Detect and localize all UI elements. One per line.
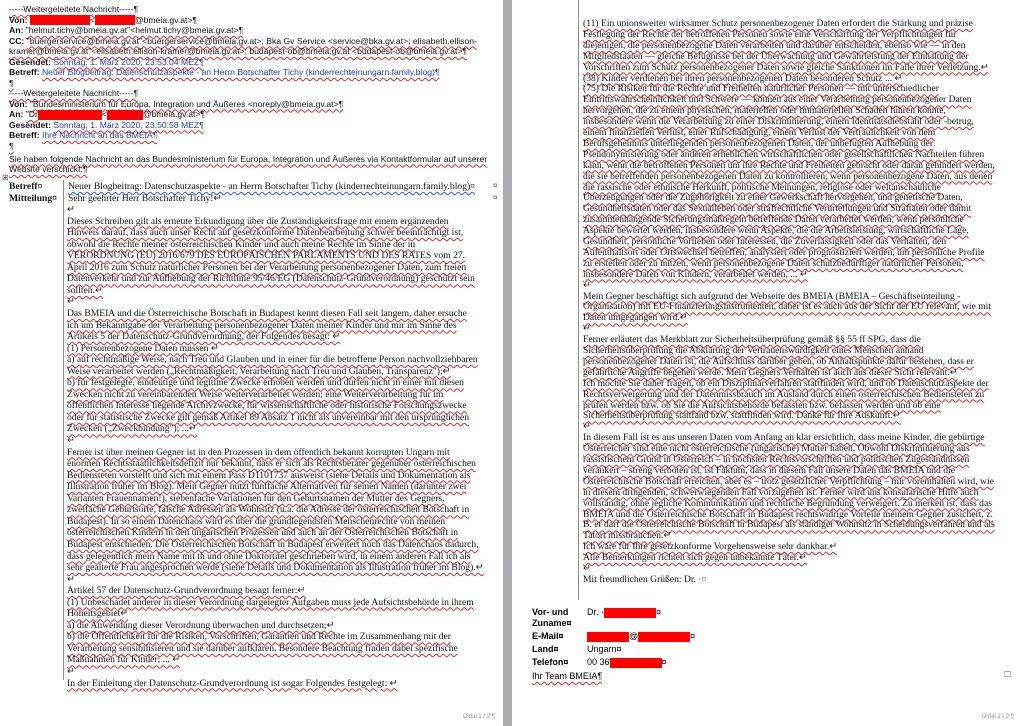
table-move-handle-icon[interactable]: ⊞ [2,173,9,182]
body-line: Festlegung der Rechte der betroffenen Personen sowie eine Verschärfung der Verpflichtungen für [583,28,957,40]
body-line: Artikels 5 der Datenschutz-Grundverordnung, der Folgendes besagt: ↵ [67,331,341,343]
body-line: verankert – streng verboten ist, ist Faktum, dass in diesem Fall unsere Daten das BMEIA und die [583,464,955,476]
document-page-2 [512,0,1024,726]
email-header-line [9,57,204,68]
cell-end-marker: ¤ [701,573,707,585]
body-line: Vorschriften zum Schutz personenbezogener Daten sowie gleiche Sanktionen im Falle ihrer Verletzung.↵ [583,61,989,73]
team-text: Ihr Team BMEIA¶ [532,671,603,681]
body-line: b) für festgelegte, eindeutige und legitime Zwecke erhoben werden und dürfen nicht in einer mit diesen [67,377,464,389]
body-line: Ferner ist über meinen Gegner ist in den Prozessen in dem öffentlich bekannt korrupten Ungarn mit [67,446,450,458]
body-line: ↵ [583,279,592,291]
field-label: Vor- und Zuname¤ [532,607,572,628]
body-line: (38) Kinder verdienen bei ihren personenbezogenen Daten besonderen Schutz ... ↵ [583,72,903,84]
header-value: kramer@bmeia.gv.at"<elisabeth.ellison-kramer@bmeia.gv.at>; budapest-ob@bmeia.gv.at <budapest-ob@bmeia.gv.at>¶ [9,46,467,56]
betreff-value: Neuer Blogbeitrag: Datenschutzaspekte - an Herrn Botschafter Tichy (kinderrechteinungarn.family.blog)¤ [68,181,475,192]
redaction-box [95,15,135,25]
field-value [587,607,661,618]
header-label: Von: [9,14,30,25]
email-header-line [9,46,467,57]
body-line: Tatort missbrauchen.↵ [583,530,672,542]
header-value: ¶ [9,140,14,151]
body-line: (1) Personenbezogene Daten müssen ↵ [67,342,219,354]
field-value-text: @ [629,631,639,641]
field-value-text: ¤ [656,607,662,617]
email-header-line [9,120,204,131]
body-line: Maßnahmen für Kinder; ... ↵ [67,654,181,666]
betreff-label: Betreff¤ [9,181,43,192]
email-header-line [9,164,87,175]
body-line: zweifache Geburtsorte, falsche Adressen als Wohnsitz (u.a. die Adresse der österreichischen Botschaft in [67,504,470,516]
header-value: ¶ [9,77,14,88]
body-line: prüfen werden bzw. ob Sie die Aufsichtsbehörde befassten bzw. befassen werden und ob eine [583,399,941,411]
email-header-line [9,130,157,141]
body-line: insbesondere Daten von Kindern, verarbeitet werden, ... ↵ [583,268,808,280]
team-signature [532,671,602,682]
body-line: b) die Öffentlichkeit für die Risiken, Vorschriften, Garantien und Rechte im Zusammenhang mit der [67,631,451,643]
page-number: Oldal 1 / 2 ¶ [462,714,495,720]
header-value: Sie haben folgende Nachricht an das Bundesministerium für Europa, Integration und Äußeres via Kontaktformular auf unserer [9,153,488,164]
field-value [587,657,667,668]
body-line: Überzeugungen oder die Zugehörigkeit zu einer Gewerkschaft hervorgehen, und genetische Daten, [583,192,963,204]
field-label: E-Mail¤ [532,631,564,641]
mitteilung-value: Sehr geehrter Herr Botschafter Tichy!↵ [68,193,222,204]
body-line: gefährliche Angriffe begehen werde. Mein Gegners Verhalten ist auch aus dieser Sicht relevant.↵ [583,366,958,378]
email-header-line [9,67,440,78]
body-line: ↵ [583,421,592,433]
body-line: Ich möchte Sie daher fragen, ob ein Disziplinarverfahren stattfinden wird, und ob Datenschutzaspekte der [583,377,989,389]
header-value: Sonntag, 1. März 2020, 23:50:58 MEZ¶ [53,119,204,130]
body-line: Bediensteten vorstellt und sich mit einem Pass D1101737 ausweist (siehe Details und Dokumentation als [67,469,471,481]
header-label: An: [9,25,26,35]
page-number: Oldal 2 / 2 ¶ [981,714,1014,720]
row-end-marker: ☐ [1004,670,1012,679]
redaction-box [38,110,102,120]
header-label: Von: [9,98,30,109]
redaction-box [107,110,143,120]
header-label: Betreff: [9,67,42,77]
body-line: ↵ [583,563,592,574]
header-value: < [89,14,95,25]
body-line: hervorgehen, die zu einem physischen, materiellen oder immateriellen Schaden führen könnte, [583,105,946,117]
email-header-line [9,141,14,152]
email-header-line [9,78,14,89]
body-line: ↵ [583,323,592,335]
body-line: Hinweis darauf, dass auch unser Recht auf gesetzkonforme Datenbearbeitung schwer beeinträchtigt ist, [67,227,464,239]
body-line: (11) Ein unionsweiter wirksamer Schutz personenbezogener Daten erfordert die Stärkung und präzise [583,18,973,29]
body-line: Sicherheitsüberprüfung stattfand bzw. stattfinden wird. Danke für Ihre Auskunft.↵ [583,410,901,422]
body-line: ↵ [67,573,76,585]
email-header-line [9,154,487,165]
body-line: ↵ [67,204,76,215]
email-header-line [9,109,205,120]
header-value: Sonntag, 1. März 2020, 23:53:04 MEZ¶ [53,56,204,67]
body-line: sehr gealterte Frau angesprochen werde (siehe Details und Dokumentation als Illustration früher im Blog).↵ [67,562,484,574]
header-label: CC: [9,35,27,46]
body-line: die sie betreffenden personenbezogenen Daten zu kontrollieren, wenn personenbezogene Daten, aus denen [583,170,993,182]
body-line: die rassische oder ethnische Herkunft, politische Meinungen, religiöse oder weltanschauliche [583,181,941,193]
field-value-text: ¤ [690,631,696,641]
body-line: Gesundheit, persönliche Vorlieben oder Interessen, die Zuverlässigkeit oder das Verhalten, den [583,236,947,247]
body-line: personenbezogener Daten ist, die Aufschluss darüber geben, ob Anhaltspunkte dafür bestehen, dass er [583,355,974,367]
email-header-line [9,25,243,36]
header-value: "buergerservice@bmeia.gv.at"<buergerservice@bmeia.gv.at>; Bka Gv Service <service@bka.gv.at>; elisabeth.ellison- [26,35,477,46]
body-line: ↵ [67,296,76,308]
header-label: An: [9,109,26,119]
field-label-line2: Zuname¤ [532,618,572,628]
email-header-line [9,4,138,15]
email-header-line [9,88,138,99]
header-value: "Dr [25,109,38,119]
body-line: Mein Gegner beschäftigt sich aufgrund der Webseite des BMEIA (BMEIA – Geschäftseinteilung - [583,290,961,302]
body-line: Ich wäre für Ihre gesetzkonforme Vorgehensweise sehr dankbar.↵ [583,541,838,553]
body-line: Österreichische Botschaft erreichen, aber es – trotz gesetzlicher Verpflichtung – mir vorenthalten wird, wie [583,475,994,487]
body-line: Mit freundlichen Grüßen: Dr. ·¤ [583,573,707,585]
body-line: kann, wenn die betroffenen Personen um ihre Rechte und Freiheiten gebracht oder daran gehindert werden, [583,159,995,171]
body-line: a) auf rechtmäßige Weise, nach Treu und Glauben und in einer für die betroffene Person nachvollziehbaren [67,354,478,366]
header-value: < [101,109,107,119]
email-header-line [9,36,477,47]
table-border [63,180,64,680]
body-line: a) die Anwendung dieser Verordnung überwachen und durchsetzen;↵ [67,619,335,631]
body-line: Hoheitsgebiet↵ [67,608,129,620]
body-line: Aspekte bewertet werden, insbesondere wenn Aspekte, die die Arbeitsleistung, wirtschaftliche Lage, [583,225,969,237]
body-line: Österreicher sind eine nicht österreichische (ungarische) Mutter haben. Obwohl Diskriminierung aus [583,443,970,455]
header-value: -----Weitergeleitete Nachricht-----¶ [9,88,139,98]
body-line: Rechtsverweigerung und der Datenmissbrauch im Ausland durch einen österreichischen Bediensteten zu [583,388,985,400]
redaction-box [604,608,656,618]
header-value: -----Weitergeleitete Nachricht-----¶ [9,4,139,14]
body-line: Datenverkehr und zur Aufhebung der Richtlinie 95/46/EG (Datenschutz-Grundverordnung) geschützt sein [67,273,475,285]
field-value-text: 00 36 [587,657,610,667]
body-line: Varianten Frauennamen!), siebenfache Variationen für den Geburtsnamen der Mutter des Gegners, [67,492,445,504]
header-label: Gesendet: [9,56,54,67]
table-border [578,0,579,600]
body-line: Mitgliedstaaten — gleiche Befugnisse bei der Überwachung und Gewährleistung der Einhaltung der [583,50,969,62]
body-line: ↵ [67,666,76,677]
body-line: österreichischen Kindern in den ungarischen Prozessen und auch an der Österreichischen Botschaft in [67,527,459,539]
body-line: Ferner erläutert das Merkblatt zur Sicherheitsüberprüfung gemäß §§ 55 ff SPG, dass die [583,334,921,346]
body-line: Das BMEIA und die Österreichische Botschaft in Budapest kennt diesen Fall seit langem, daher ersuche [67,307,467,319]
cell-end-marker: ¤ [493,181,498,190]
field-value-text: Dr. · [587,607,604,617]
body-line: Pseudonymisierung oder anderen erheblichen wirtschaftlichen oder gesellschaftlichen Nachteilen führen [583,148,985,160]
field-value-text: ¤ [661,657,667,667]
body-line: Illustration früher im Blog). Mein Gegner nutzt fünffache Alternativen für seinen Namen (darunter zwei [67,481,467,493]
body-line: Alle Bemerkungen richten sich gegen unbekannte Täter.↵ [583,552,807,564]
body-line: Weise verarbeitet werden („Rechtmäßigkeit, Verarbeitung nach Treu und Glauben, Transparenz");↵ [67,365,451,377]
cell-end-marker: ¤ [493,193,498,202]
body-line: (75) Die Risiken für die Rechte und Freiheiten natürlicher Personen — mit unterschiedlicher [583,83,939,95]
body-line: öffentlichen Interesse liegende Archivzwecke, für wissenschaftliche oder historische Forschungszwecke [67,400,467,412]
body-line: enormen Rechtsstaatlichkeitsdefizit nur bekannt, dass er sich als Rechtsberater gegenüber österreichischen [67,458,476,470]
header-value: "helmut.tichy@bmeia.gv.at"<helmut.tichy@bmeia.gv.at>¶ [25,25,244,35]
field-value-text: Ungarn¤ [587,644,622,654]
body-line: zusammenhängende Sicherungsmaßregeln betreffende Daten verarbeitet werden, wenn persönliche [583,214,964,226]
header-label: Betreff: [9,130,42,140]
body-line: rassistischem Grund in Österreich – in höchsten Rechtsvorschriften und politischen Zugeständnissen [583,454,970,465]
body-line: Dieses Schreiben gilt als erneute Erkundigung über die Zuständigkeitsfrage mit einem ergänzenden [67,215,449,227]
body-line: Aufenthaltsort oder Ortswechsel betreffen, analysiert oder prognostiziert werden, um persönliche Profile [583,246,985,258]
body-line: Daten umgegangen wird.↵ [583,312,688,324]
header-value: @bmeia.gv.at>¶ [142,109,206,119]
redaction-box [587,632,629,642]
body-line: ich um Bekanntgabe der Verarbeitung personenbezogener Daten meiner Kinder und mir im Sinne des [67,319,457,331]
email-header-line [9,99,343,110]
body-line: BMEIA und die Österreichische Botschaft in Budapest rechtswidrige Vorteile meinem Gegner zusichert, z. [583,508,993,520]
body-line: Artikel 57 der Datenschutz-Grundverordnung besagt ferner:↵ [67,585,306,597]
body-line: dass gelegentlich mein Name mit th und ohne Doktortitel geschrieben wird, in einem anderen Fall ich als [67,550,471,562]
field-value [587,644,622,655]
header-value: Neuer Blogbeitrag: Datenschutzaspekte - an Herrn Botschafter Tichy (kinderrechteinungarn.family.blog)¶ [41,67,440,77]
body-line: sollten.↵ [67,284,104,296]
body-line: Budapest entschieden. Die Österreichischen Botschaft in Budapest erweitert noch das Datenchaos dadurch, [67,538,479,550]
body-line: diejenigen, die personenbezogene Daten verarbeiten und darüber entscheiden, ebenso wie — in den [583,39,966,51]
body-line: Budapest). In so einem Datenchaos wird es über die grundlegendsten Menschenrechte von meinen [67,515,446,527]
body-line: April 2016 zum Schutz natürlicher Personen bei der Verarbeitung personenbezogener Daten, zum freien [67,261,467,273]
body-line: Gesundheitsdaten oder das Sexualleben oder strafrechtliche Verurteilungen und Straftaten oder damit [583,203,972,215]
body-line: insbesondere wenn die Verarbeitung zu einer Diskriminierung, einem Identitätsdiebstahl oder -betrug, [583,116,974,128]
body-line: Berufsgeheimnis unterliegenden personenbezogenen Daten, der unbefugten Aufhebung der [583,137,934,149]
redaction-box [638,632,690,642]
body-line: obwohl die Rechte meiner österreichischen Kinder und auch meine Rechte im Sinne der in [67,238,416,250]
body-line: in diesem dringenden, schwerwiegenden Fall vorzugehen ist. Ferner wird uns konsularische Hilfe auch [583,486,979,498]
redaction-box [30,15,90,25]
field-label: Land¤ [532,644,559,654]
body-line: (1) Unbeschadet anderer in dieser Verordnung dargelegter Aufgaben muss jede Aufsichtsbehörde in ihrem [67,596,474,608]
body-line: Zwecken („Zweckbindung"); ...↵ [67,423,197,435]
field-value [587,631,695,642]
field-label: Telefon¤ [532,657,569,667]
redaction-box [610,658,662,668]
body-line: In der Einleitung der Datenschutz-Grundverordnung ist sogar Folgendes festgelegt: ↵ [67,677,398,689]
body-line: oder für statistische Zwecke gilt gemäß Artikel 89 Absatz 1 nicht als unvereinbar mit den ursprünglichen [67,411,470,423]
header-value: @bmeia.gv.at>¶ [134,14,198,25]
body-line: Verarbeitung sensibilisieren und sie darüber aufklären. Besondere Beachtung finden dabei spezifische [67,642,458,654]
email-header-line [9,15,197,26]
body-line: In diesem Fall ist es aus unseren Daten vom Anfang an klar ersichtlich, dass meine Kinder, die gebürtige [583,432,985,444]
header-value: "Bundesministerium für Europa, Integration und Äußeres <noreply@bmeia.gv.at>¶ [29,98,344,109]
mitteilung-label: Mitteilung¤ [9,193,57,204]
body-line: einem finanziellen Verlust, einer Rufschädigung, einem Verlust der Vertraulichkeit von dem [583,127,936,138]
body-line: Zwecken nicht zu vereinbarenden Weise weiterverarbeitet werden; eine Weiterverarbeitung für im [67,388,444,400]
body-line: Organisation) mit EU-Finanzierungsinstrumenten, daher ist es auch aus der Sicht der EU relevant, wie mit [583,301,991,313]
body-line: Eintrittswahrscheinlichkeit und Schwere — können aus einer Verarbeitung personenbezogener Daten [583,94,972,106]
body-line: zu erstellen oder zu nutzen, wenn personenbezogene Daten schutzbedürftiger natürlicher Personen, [583,257,964,269]
body-line: ↵ [67,435,76,446]
header-value: Ihre Nachricht an das BMEIA¶ [41,130,158,140]
body-line: VERORDNUNG (EU) 2016/679 DES EUROPÄISCHEN PARLAMENTS UND DES RATES vom 27. [67,250,466,262]
header-label: Gesendet: [9,119,54,130]
header-value: Website verschickt:¶ [9,164,88,174]
body-line: vollständig, ohne jegliche Kommunikation und rechtliche Begründung verweigert. Zu merken ist, dass das [583,497,992,509]
body-line: Sicherheitsüberprüfung die Abklärung der Vertrauenswürdigkeit eines Menschen anhand [583,345,924,356]
document-page-1 [0,0,503,726]
body-line: B. er darf die Österreichische Botschaft in Budapest als ständiger Wohnsitz in Scheidungsverfahren und als [583,519,995,531]
